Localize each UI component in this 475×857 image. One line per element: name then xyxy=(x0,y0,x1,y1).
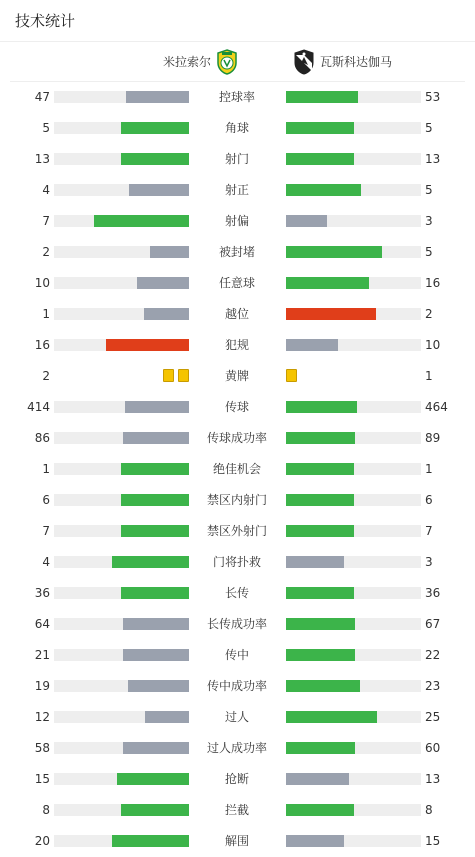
home-stat-value: 36 xyxy=(34,586,50,600)
home-stat-value: 64 xyxy=(34,617,50,631)
home-stat-bar-fill xyxy=(128,680,189,692)
away-stat-bar-fill xyxy=(286,432,355,444)
away-stat-value: 13 xyxy=(425,152,441,166)
away-stat-bar-fill xyxy=(286,835,344,847)
away-stat-bar-fill xyxy=(286,711,377,723)
away-stat-bar xyxy=(286,494,421,506)
home-stat-bar xyxy=(54,122,189,134)
stat-row xyxy=(0,298,475,329)
stat-label: 禁区外射门 xyxy=(206,524,267,538)
stat-row xyxy=(0,794,475,825)
home-stat-bar xyxy=(54,680,189,692)
stat-row xyxy=(0,391,475,422)
away-stat-bar xyxy=(286,618,421,630)
home-stat-bar-fill xyxy=(121,804,189,816)
away-stat-bar-fill xyxy=(286,556,344,568)
away-stat-bar xyxy=(286,525,421,537)
home-stat-value: 19 xyxy=(34,679,50,693)
stat-row xyxy=(0,143,475,174)
stat-row xyxy=(0,546,475,577)
home-stat-value: 13 xyxy=(34,152,50,166)
home-stat-bar-fill xyxy=(121,122,189,134)
stat-row xyxy=(0,174,475,205)
away-stat-bar xyxy=(286,153,421,165)
stat-label: 射偏 xyxy=(224,214,249,228)
stat-row xyxy=(0,236,475,267)
away-stat-bar-fill xyxy=(286,246,382,258)
stat-label: 过人 xyxy=(224,710,249,724)
away-stat-bar-fill xyxy=(286,277,369,289)
home-stat-value: 1 xyxy=(42,307,50,321)
away-stat-bar xyxy=(286,122,421,134)
home-stat-bar-fill xyxy=(125,401,189,413)
home-stat-bar xyxy=(54,835,189,847)
home-stat-value: 20 xyxy=(34,834,50,848)
stat-row xyxy=(0,205,475,236)
stat-label: 被封堵 xyxy=(218,245,255,259)
away-stat-value: 8 xyxy=(425,803,433,817)
home-stat-value: 7 xyxy=(42,524,50,538)
home-stat-bar-fill xyxy=(112,835,189,847)
home-stat-value: 58 xyxy=(34,741,50,755)
home-stat-bar xyxy=(54,215,189,227)
home-stat-bar-fill xyxy=(123,432,189,444)
home-stat-bar-fill xyxy=(94,215,189,227)
away-stat-bar xyxy=(286,742,421,754)
away-stat-value: 60 xyxy=(425,741,441,755)
away-stat-bar-fill xyxy=(286,618,355,630)
away-stat-value: 464 xyxy=(425,400,448,414)
away-stat-bar-fill xyxy=(286,153,354,165)
stat-row xyxy=(0,701,475,732)
away-stat-bar xyxy=(286,680,421,692)
stat-row xyxy=(0,608,475,639)
home-team[interactable] xyxy=(163,42,238,81)
away-stat-bar-fill xyxy=(286,308,376,320)
yellow-card-icon xyxy=(163,369,174,382)
home-yellow-cards xyxy=(163,369,189,382)
stat-label: 过人成功率 xyxy=(206,741,267,755)
home-stat-value: 4 xyxy=(42,555,50,569)
stat-row xyxy=(0,577,475,608)
home-stat-bar xyxy=(54,556,189,568)
home-stat-value: 414 xyxy=(27,400,50,414)
away-stat-value: 22 xyxy=(425,648,441,662)
away-stat-value: 3 xyxy=(425,214,433,228)
away-team-name: 瓦斯科达伽马 xyxy=(320,55,393,69)
home-stat-value: 5 xyxy=(42,121,50,135)
home-stat-bar-fill xyxy=(123,618,189,630)
away-stat-value: 10 xyxy=(425,338,441,352)
home-stat-bar-fill xyxy=(121,463,189,475)
stat-label: 越位 xyxy=(224,307,249,321)
home-stat-bar-fill xyxy=(150,246,189,258)
stat-label: 拦截 xyxy=(224,803,249,817)
away-team[interactable] xyxy=(293,42,392,81)
home-stat-value: 16 xyxy=(34,338,50,352)
home-stat-bar-fill xyxy=(112,556,189,568)
stat-label: 传中 xyxy=(224,648,249,662)
stat-label: 传球 xyxy=(224,400,249,414)
away-stat-value: 53 xyxy=(425,90,441,104)
away-stat-bar-fill xyxy=(286,184,361,196)
away-stat-bar-fill xyxy=(286,525,354,537)
stat-label: 门将扑救 xyxy=(212,555,261,569)
stat-row xyxy=(0,267,475,298)
home-stat-value: 21 xyxy=(34,648,50,662)
home-stat-bar-fill xyxy=(137,277,189,289)
stat-label: 传中成功率 xyxy=(206,679,267,693)
away-stat-bar-fill xyxy=(286,680,360,692)
stat-row xyxy=(0,639,475,670)
away-stat-bar xyxy=(286,463,421,475)
title-bar xyxy=(0,0,475,42)
away-stat-bar xyxy=(286,184,421,196)
stat-row xyxy=(0,453,475,484)
away-stat-bar xyxy=(286,401,421,413)
away-stat-value: 16 xyxy=(425,276,441,290)
stat-row xyxy=(0,484,475,515)
home-stat-bar xyxy=(54,804,189,816)
away-stat-value: 5 xyxy=(425,121,433,135)
away-stat-value: 5 xyxy=(425,245,433,259)
away-yellow-cards xyxy=(286,369,297,382)
stat-label: 角球 xyxy=(224,121,249,135)
stat-row xyxy=(0,670,475,701)
away-stat-bar xyxy=(286,587,421,599)
stat-label: 任意球 xyxy=(218,276,255,290)
stat-label: 射正 xyxy=(224,183,249,197)
away-stat-value: 7 xyxy=(425,524,433,538)
home-stat-value: 47 xyxy=(34,90,50,104)
stat-label: 传球成功率 xyxy=(206,431,267,445)
home-stat-value: 12 xyxy=(34,710,50,724)
home-team-logo-icon xyxy=(216,49,238,75)
teams-header xyxy=(10,42,465,82)
home-stat-bar-fill xyxy=(121,587,189,599)
stat-label: 解围 xyxy=(224,834,249,848)
home-stat-bar xyxy=(54,153,189,165)
home-stat-bar xyxy=(54,91,189,103)
home-stat-bar xyxy=(54,525,189,537)
home-stat-value: 10 xyxy=(34,276,50,290)
away-stat-value: 67 xyxy=(425,617,441,631)
away-stat-bar xyxy=(286,649,421,661)
stat-row xyxy=(0,825,475,856)
home-stat-bar-fill xyxy=(117,773,189,785)
away-stat-bar xyxy=(286,804,421,816)
away-stat-value: 36 xyxy=(425,586,441,600)
home-stat-bar-fill xyxy=(121,525,189,537)
away-stat-bar-fill xyxy=(286,401,357,413)
away-stat-value: 5 xyxy=(425,183,433,197)
away-stat-bar-fill xyxy=(286,339,338,351)
away-stat-bar-fill xyxy=(286,587,354,599)
away-stat-value: 2 xyxy=(425,307,433,321)
away-stat-bar-fill xyxy=(286,773,349,785)
away-stat-bar xyxy=(286,277,421,289)
home-stat-value: 4 xyxy=(42,183,50,197)
away-stat-bar xyxy=(286,556,421,568)
stat-row xyxy=(0,422,475,453)
away-stat-bar-fill xyxy=(286,742,355,754)
home-stat-value: 15 xyxy=(34,772,50,786)
away-stat-value: 1 xyxy=(425,462,433,476)
home-stat-bar xyxy=(54,246,189,258)
home-stat-value: 7 xyxy=(42,214,50,228)
stat-row xyxy=(0,112,475,143)
away-stat-bar xyxy=(286,246,421,258)
home-stat-bar xyxy=(54,742,189,754)
stats-list xyxy=(0,81,475,856)
stat-label: 抢断 xyxy=(224,772,249,786)
home-stat-bar xyxy=(54,277,189,289)
away-team-logo-icon xyxy=(293,49,315,75)
away-stat-bar-fill xyxy=(286,463,354,475)
away-stat-bar xyxy=(286,308,421,320)
stat-row xyxy=(0,360,475,391)
home-stat-bar xyxy=(54,184,189,196)
away-stat-value: 13 xyxy=(425,772,441,786)
home-stat-bar-fill xyxy=(123,649,189,661)
home-stat-bar xyxy=(54,711,189,723)
yellow-card-icon xyxy=(286,369,297,382)
home-stat-bar xyxy=(54,463,189,475)
page-title: 技术统计 xyxy=(15,12,76,30)
home-stat-bar xyxy=(54,432,189,444)
away-stat-value: 1 xyxy=(425,369,433,383)
home-stat-value: 2 xyxy=(42,245,50,259)
home-stat-bar-fill xyxy=(121,153,189,165)
away-stat-bar xyxy=(286,91,421,103)
stat-row xyxy=(0,732,475,763)
away-stat-bar xyxy=(286,339,421,351)
home-stat-bar xyxy=(54,494,189,506)
home-stat-bar xyxy=(54,339,189,351)
home-stat-value: 86 xyxy=(34,431,50,445)
away-stat-bar xyxy=(286,773,421,785)
away-stat-bar xyxy=(286,432,421,444)
away-stat-bar-fill xyxy=(286,122,354,134)
away-stat-bar-fill xyxy=(286,494,354,506)
home-stat-bar-fill xyxy=(123,742,189,754)
home-stat-value: 1 xyxy=(42,462,50,476)
home-stat-bar xyxy=(54,649,189,661)
home-stat-bar xyxy=(54,618,189,630)
away-stat-bar xyxy=(286,835,421,847)
home-stat-bar-fill xyxy=(145,711,189,723)
away-stat-bar xyxy=(286,215,421,227)
home-stat-bar xyxy=(54,587,189,599)
stat-label: 黄牌 xyxy=(224,369,249,383)
home-stat-bar-fill xyxy=(121,494,189,506)
home-stat-bar xyxy=(54,773,189,785)
home-stat-bar xyxy=(54,401,189,413)
away-stat-value: 6 xyxy=(425,493,433,507)
stat-label: 长传 xyxy=(224,586,249,600)
away-stat-bar xyxy=(286,711,421,723)
away-stat-value: 3 xyxy=(425,555,433,569)
stat-row xyxy=(0,515,475,546)
home-team-name: 米拉索尔 xyxy=(162,55,211,69)
away-stat-bar-fill xyxy=(286,91,358,103)
stat-label: 禁区内射门 xyxy=(206,493,267,507)
away-stat-value: 15 xyxy=(425,834,441,848)
away-stat-bar-fill xyxy=(286,804,354,816)
away-stat-bar-fill xyxy=(286,215,327,227)
stat-label: 绝佳机会 xyxy=(212,462,261,476)
home-stat-value: 6 xyxy=(42,493,50,507)
home-stat-bar-fill xyxy=(129,184,189,196)
home-stat-bar-fill xyxy=(106,339,189,351)
home-stat-value: 2 xyxy=(42,369,50,383)
home-stat-value: 8 xyxy=(42,803,50,817)
stat-label: 长传成功率 xyxy=(206,617,267,631)
away-stat-value: 23 xyxy=(425,679,441,693)
away-stat-bar-fill xyxy=(286,649,355,661)
stat-row xyxy=(0,763,475,794)
stat-row xyxy=(0,81,475,112)
home-stat-bar-fill xyxy=(144,308,189,320)
away-stat-value: 25 xyxy=(425,710,441,724)
away-stat-value: 89 xyxy=(425,431,441,445)
home-stat-bar-fill xyxy=(126,91,189,103)
home-stat-bar xyxy=(54,308,189,320)
stat-label: 控球率 xyxy=(218,90,255,104)
stat-label: 射门 xyxy=(224,152,249,166)
stat-row xyxy=(0,329,475,360)
stat-label: 犯规 xyxy=(224,338,249,352)
